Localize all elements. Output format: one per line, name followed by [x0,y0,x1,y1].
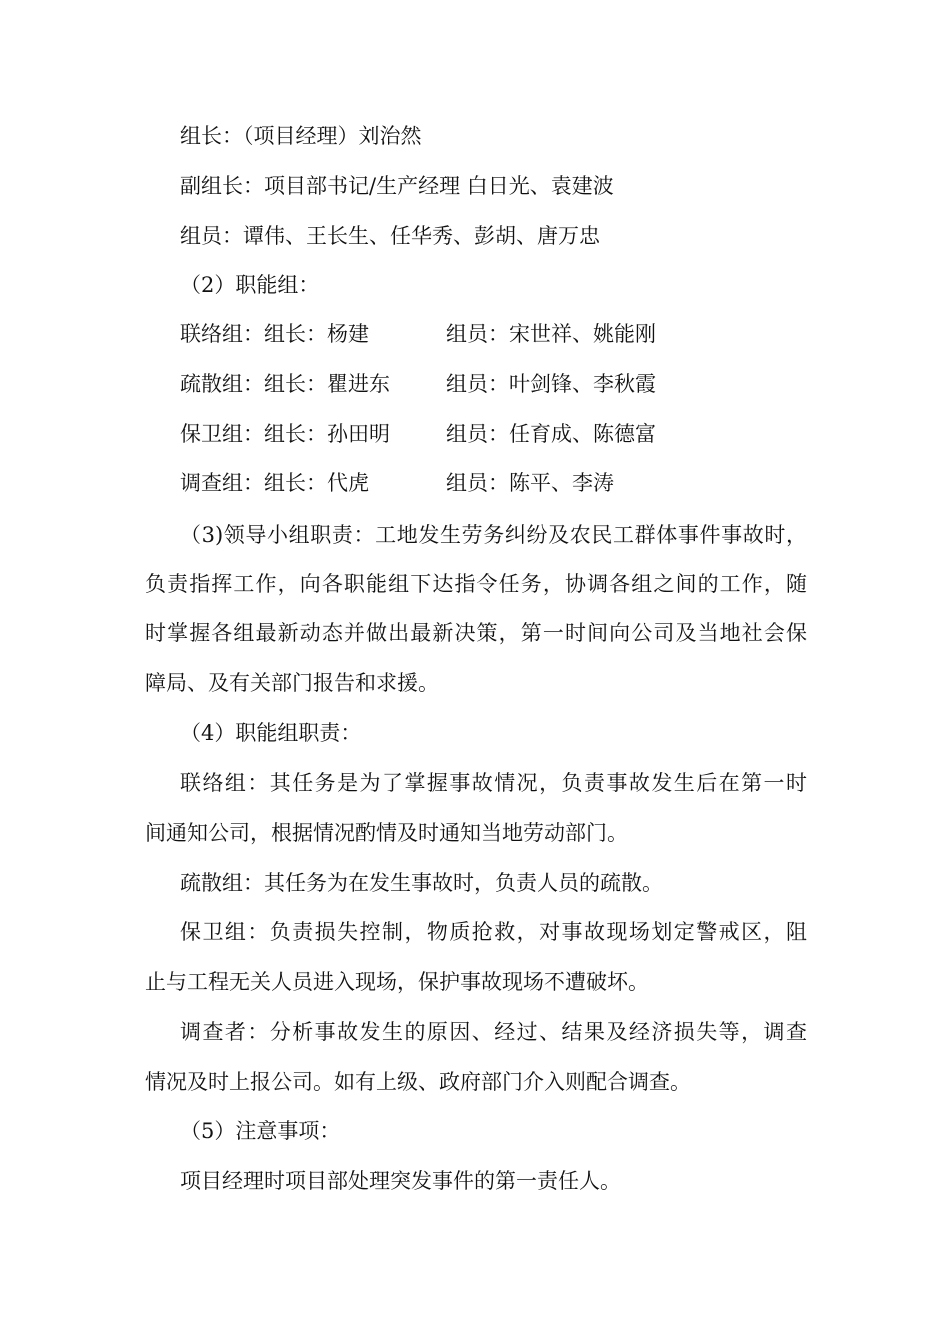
evacuation-group-leader: 疏散组：组长：瞿进东 [180,372,390,396]
security-group-row [0,414,950,454]
notes-heading: （5）注意事项： [180,1119,341,1143]
security-group-leader: 保卫组：组长：孙田明 [180,422,390,446]
leadership-duty-line-1: （3)领导小组职责：工地发生劳务纠纷及农民工群体事件事故时， [180,523,807,547]
evacuation-group-row [0,364,950,404]
liaison-group-row [0,314,950,354]
notes-line: 项目经理时项目部处理突发事件的第一责任人。 [180,1169,621,1193]
leadership-duty-line-3: 时掌握各组最新动态并做出最新决策，第一时间向公司及当地社会保 [145,621,807,645]
investigation-group-members: 组员：陈平、李涛 [446,471,614,495]
leadership-duty-line-2: 负责指挥工作，向各职能组下达指令任务，协调各组之间的工作，随 [145,572,807,596]
security-duty-line-2: 止与工程无关人员进入现场，保护事故现场不遭破坏。 [145,970,649,994]
security-group-members: 组员：任育成、陈德富 [446,422,656,446]
liaison-duty-line-1: 联络组：其任务是为了掌握事故情况，负责事故发生后在第一时 [180,771,807,795]
deputy-leader-line: 副组长：项目部书记/生产经理 白日光、袁建波 [180,174,614,198]
investigation-duty-line-2: 情况及时上报公司。如有上级、政府部门介入则配合调查。 [145,1070,691,1094]
investigation-group-row [0,463,950,503]
functional-duty-heading: （4）职能组职责： [180,721,362,745]
evacuation-duty-line: 疏散组：其任务为在发生事故时，负责人员的疏散。 [180,871,663,895]
leadership-duty-line-4: 障局、及有关部门报告和求援。 [145,671,439,695]
liaison-duty-line-2: 间通知公司，根据情况酌情及时通知当地劳动部门。 [145,821,628,845]
group-leader-line: 组长：（项目经理）刘治然 [180,124,422,148]
evacuation-group-members: 组员：叶剑锋、李秋霞 [446,372,656,396]
group-members-line: 组员：谭伟、王长生、任华秀、彭胡、唐万忠 [180,224,600,248]
investigation-duty-line-1: 调查者：分析事故发生的原因、经过、结果及经济损失等，调查 [180,1020,807,1044]
liaison-group-members: 组员：宋世祥、姚能刚 [446,322,656,346]
functional-groups-heading: （2）职能组： [180,273,320,297]
investigation-group-leader: 调查组：组长：代虎 [180,471,369,495]
liaison-group-leader: 联络组：组长：杨建 [180,322,369,346]
security-duty-line-1: 保卫组：负责损失控制，物质抢救，对事故现场划定警戒区，阻 [180,920,807,944]
